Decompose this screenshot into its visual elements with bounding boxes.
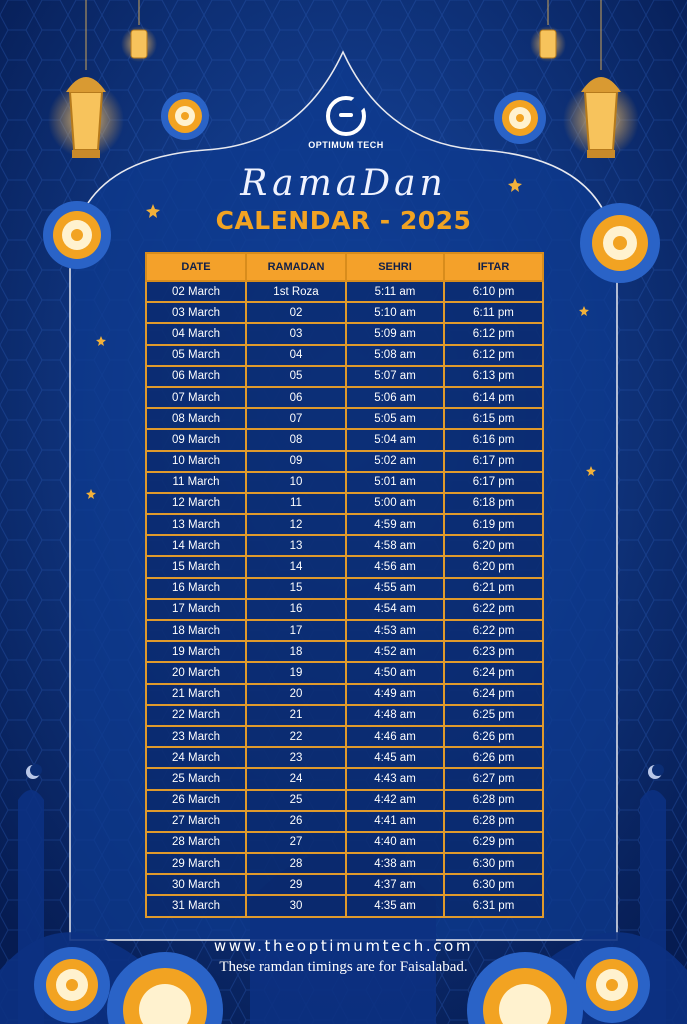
cell-sehri-time: 4:53 am xyxy=(346,620,444,641)
cell-ramadan-day: 11 xyxy=(246,493,346,514)
logo-icon xyxy=(326,96,366,136)
website-url: www.theoptimumtech.com xyxy=(213,937,474,955)
cell-date: 13 March xyxy=(146,514,246,535)
cell-sehri-time: 5:11 am xyxy=(346,281,444,302)
cell-ramadan-day: 07 xyxy=(246,408,346,429)
cell-date: 21 March xyxy=(146,684,246,705)
cell-date: 02 March xyxy=(146,281,246,302)
cell-iftar-time: 6:20 pm xyxy=(444,556,543,577)
cell-ramadan-day: 15 xyxy=(246,578,346,599)
table-row xyxy=(146,366,543,387)
cell-date: 14 March xyxy=(146,535,246,556)
cell-sehri-time: 4:52 am xyxy=(346,641,444,662)
cell-ramadan-day: 08 xyxy=(246,429,346,450)
cell-date: 11 March xyxy=(146,472,246,493)
cell-iftar-time: 6:15 pm xyxy=(444,408,543,429)
cell-ramadan-day: 06 xyxy=(246,387,346,408)
cell-ramadan-day: 20 xyxy=(246,684,346,705)
cell-iftar-time: 6:30 pm xyxy=(444,874,543,895)
cell-iftar-time: 6:19 pm xyxy=(444,514,543,535)
table-row xyxy=(146,684,543,705)
cell-sehri-time: 4:55 am xyxy=(346,578,444,599)
cell-date: 16 March xyxy=(146,578,246,599)
cell-sehri-time: 4:58 am xyxy=(346,535,444,556)
cell-iftar-time: 6:29 pm xyxy=(444,832,543,853)
table-row xyxy=(146,387,543,408)
cell-iftar-time: 6:31 pm xyxy=(444,895,543,916)
cell-date: 28 March xyxy=(146,832,246,853)
cell-date: 09 March xyxy=(146,429,246,450)
cell-iftar-time: 6:18 pm xyxy=(444,493,543,514)
cell-date: 27 March xyxy=(146,811,246,832)
cell-iftar-time: 6:26 pm xyxy=(444,747,543,768)
cell-iftar-time: 6:24 pm xyxy=(444,684,543,705)
cell-date: 10 March xyxy=(146,451,246,472)
table-row xyxy=(146,768,543,789)
cell-ramadan-day: 18 xyxy=(246,641,346,662)
cell-ramadan-day: 10 xyxy=(246,472,346,493)
cell-sehri-time: 5:02 am xyxy=(346,451,444,472)
table-row xyxy=(146,578,543,599)
cell-sehri-time: 4:41 am xyxy=(346,811,444,832)
column-header-ramadan: RAMADAN xyxy=(246,253,346,281)
cell-iftar-time: 6:26 pm xyxy=(444,726,543,747)
cell-sehri-time: 5:00 am xyxy=(346,493,444,514)
table-row xyxy=(146,345,543,366)
table-row xyxy=(146,451,543,472)
cell-sehri-time: 5:08 am xyxy=(346,345,444,366)
table-row xyxy=(146,599,543,620)
cell-sehri-time: 4:48 am xyxy=(346,705,444,726)
cell-date: 05 March xyxy=(146,345,246,366)
column-header-date: DATE xyxy=(146,253,246,281)
cell-ramadan-day: 16 xyxy=(246,599,346,620)
table-header-row xyxy=(146,253,543,281)
table-row xyxy=(146,811,543,832)
table-row xyxy=(146,408,543,429)
cell-sehri-time: 4:54 am xyxy=(346,599,444,620)
cell-date: 26 March xyxy=(146,790,246,811)
cell-date: 19 March xyxy=(146,641,246,662)
cell-sehri-time: 4:38 am xyxy=(346,853,444,874)
cell-ramadan-day: 24 xyxy=(246,768,346,789)
table-row xyxy=(146,641,543,662)
cell-iftar-time: 6:14 pm xyxy=(444,387,543,408)
table-row xyxy=(146,705,543,726)
table-row xyxy=(146,895,543,916)
cell-ramadan-day: 19 xyxy=(246,662,346,683)
cell-ramadan-day: 03 xyxy=(246,323,346,344)
cell-ramadan-day: 25 xyxy=(246,790,346,811)
cell-ramadan-day: 23 xyxy=(246,747,346,768)
column-header-sehri: SEHRI xyxy=(346,253,444,281)
column-header-iftar: IFTAR xyxy=(444,253,543,281)
table-row xyxy=(146,726,543,747)
cell-iftar-time: 6:16 pm xyxy=(444,429,543,450)
cell-sehri-time: 5:05 am xyxy=(346,408,444,429)
cell-iftar-time: 6:12 pm xyxy=(444,345,543,366)
cell-sehri-time: 4:49 am xyxy=(346,684,444,705)
cell-date: 04 March xyxy=(146,323,246,344)
cell-ramadan-day: 28 xyxy=(246,853,346,874)
table-row xyxy=(146,747,543,768)
cell-sehri-time: 5:01 am xyxy=(346,472,444,493)
table-row xyxy=(146,853,543,874)
cell-date: 29 March xyxy=(146,853,246,874)
cell-date: 30 March xyxy=(146,874,246,895)
cell-sehri-time: 4:56 am xyxy=(346,556,444,577)
cell-iftar-time: 6:17 pm xyxy=(444,451,543,472)
cell-sehri-time: 4:37 am xyxy=(346,874,444,895)
cell-ramadan-day: 1st Roza xyxy=(246,281,346,302)
cell-sehri-time: 5:06 am xyxy=(346,387,444,408)
table-row xyxy=(146,662,543,683)
cell-date: 12 March xyxy=(146,493,246,514)
cell-iftar-time: 6:28 pm xyxy=(444,811,543,832)
table-row xyxy=(146,535,543,556)
cell-sehri-time: 4:59 am xyxy=(346,514,444,535)
cell-date: 25 March xyxy=(146,768,246,789)
location-note: These ramdan timings are for Faisalabad. xyxy=(219,959,468,975)
script-title: RamaDan xyxy=(240,163,447,204)
cell-ramadan-day: 14 xyxy=(246,556,346,577)
table-row xyxy=(146,302,543,323)
table-row xyxy=(146,323,543,344)
table-row xyxy=(146,514,543,535)
cell-iftar-time: 6:24 pm xyxy=(444,662,543,683)
cell-iftar-time: 6:23 pm xyxy=(444,641,543,662)
cell-ramadan-day: 26 xyxy=(246,811,346,832)
cell-sehri-time: 4:45 am xyxy=(346,747,444,768)
cell-iftar-time: 6:22 pm xyxy=(444,599,543,620)
brand-name: OPTIMUM TECH xyxy=(308,140,384,150)
table-row xyxy=(146,493,543,514)
cell-date: 03 March xyxy=(146,302,246,323)
cell-date: 17 March xyxy=(146,599,246,620)
cell-iftar-time: 6:12 pm xyxy=(444,323,543,344)
cell-iftar-time: 6:20 pm xyxy=(444,535,543,556)
cell-date: 20 March xyxy=(146,662,246,683)
table-row xyxy=(146,472,543,493)
cell-ramadan-day: 05 xyxy=(246,366,346,387)
cell-ramadan-day: 12 xyxy=(246,514,346,535)
cell-date: 23 March xyxy=(146,726,246,747)
table-row xyxy=(146,620,543,641)
cell-sehri-time: 5:10 am xyxy=(346,302,444,323)
cell-ramadan-day: 29 xyxy=(246,874,346,895)
cell-date: 18 March xyxy=(146,620,246,641)
cell-ramadan-day: 09 xyxy=(246,451,346,472)
table-row xyxy=(146,874,543,895)
table-row xyxy=(146,281,543,302)
cell-ramadan-day: 13 xyxy=(246,535,346,556)
cell-ramadan-day: 02 xyxy=(246,302,346,323)
cell-sehri-time: 4:46 am xyxy=(346,726,444,747)
cell-date: 24 March xyxy=(146,747,246,768)
cell-sehri-time: 4:35 am xyxy=(346,895,444,916)
cell-iftar-time: 6:21 pm xyxy=(444,578,543,599)
cell-iftar-time: 6:13 pm xyxy=(444,366,543,387)
table-row xyxy=(146,556,543,577)
ramadan-timetable xyxy=(145,252,544,918)
cell-date: 08 March xyxy=(146,408,246,429)
cell-ramadan-day: 21 xyxy=(246,705,346,726)
table-row xyxy=(146,429,543,450)
cell-iftar-time: 6:28 pm xyxy=(444,790,543,811)
cell-iftar-time: 6:17 pm xyxy=(444,472,543,493)
cell-sehri-time: 5:09 am xyxy=(346,323,444,344)
cell-date: 15 March xyxy=(146,556,246,577)
cell-sehri-time: 5:04 am xyxy=(346,429,444,450)
cell-iftar-time: 6:11 pm xyxy=(444,302,543,323)
cell-iftar-time: 6:10 pm xyxy=(444,281,543,302)
page-title: CALENDAR - 2025 xyxy=(215,206,472,235)
cell-iftar-time: 6:30 pm xyxy=(444,853,543,874)
cell-ramadan-day: 17 xyxy=(246,620,346,641)
cell-date: 22 March xyxy=(146,705,246,726)
cell-ramadan-day: 27 xyxy=(246,832,346,853)
cell-ramadan-day: 22 xyxy=(246,726,346,747)
cell-sehri-time: 4:43 am xyxy=(346,768,444,789)
brand-logo xyxy=(304,96,388,150)
cell-ramadan-day: 04 xyxy=(246,345,346,366)
cell-sehri-time: 4:50 am xyxy=(346,662,444,683)
cell-date: 06 March xyxy=(146,366,246,387)
cell-ramadan-day: 30 xyxy=(246,895,346,916)
cell-iftar-time: 6:22 pm xyxy=(444,620,543,641)
cell-iftar-time: 6:27 pm xyxy=(444,768,543,789)
cell-sehri-time: 5:07 am xyxy=(346,366,444,387)
cell-date: 07 March xyxy=(146,387,246,408)
cell-sehri-time: 4:40 am xyxy=(346,832,444,853)
cell-date: 31 March xyxy=(146,895,246,916)
cell-iftar-time: 6:25 pm xyxy=(444,705,543,726)
table-row xyxy=(146,790,543,811)
table-row xyxy=(146,832,543,853)
cell-sehri-time: 4:42 am xyxy=(346,790,444,811)
